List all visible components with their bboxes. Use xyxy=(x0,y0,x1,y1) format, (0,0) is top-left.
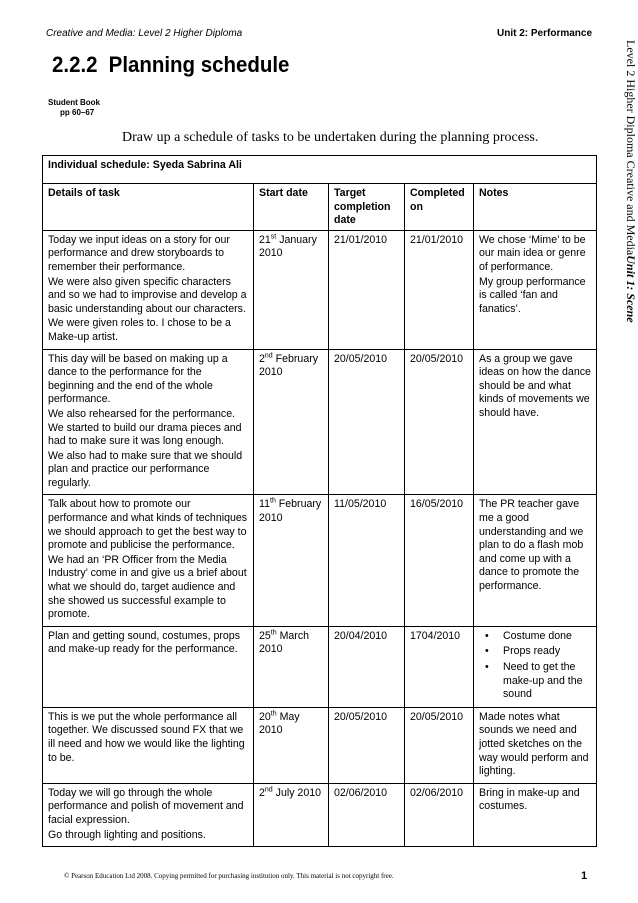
notes-cell xyxy=(474,707,597,783)
start-date-suffix: st xyxy=(270,233,277,241)
target-date-cell: 20/05/2010 xyxy=(329,707,405,783)
start-date-rest: May 2010 xyxy=(259,710,300,737)
table-row xyxy=(43,707,597,783)
start-date-suffix: nd xyxy=(264,786,273,794)
notes-paragraph: Made notes what sounds we need and jotted sketches on the way would perform and lighting. xyxy=(479,710,589,778)
start-date-cell xyxy=(254,230,329,349)
task-paragraph: We were given roles to. I chose to be a Make-up artist. xyxy=(48,317,231,343)
notes-paragraph: Bring in make-up and costumes. xyxy=(479,786,580,813)
side-banner xyxy=(623,40,638,323)
section-title: Planning schedule xyxy=(108,52,290,77)
notes-paragraph: As a group we gave ideas on how the dance should be and what kinds of movements we should have. xyxy=(479,352,591,419)
notes-cell xyxy=(474,349,597,495)
task-details-cell xyxy=(43,495,254,626)
start-date-suffix: th xyxy=(270,629,277,637)
individual-row xyxy=(43,156,597,184)
notes-cell xyxy=(474,495,597,626)
table-row xyxy=(43,783,597,846)
column-header-details: Details of task xyxy=(43,184,254,231)
task-paragraph: Today we will go through the whole performance and polish of movement and facial expression. xyxy=(48,786,244,826)
task-paragraph: Plan and getting sound, costumes, props and make-up ready for the performance. xyxy=(48,629,240,656)
start-date-rest: March 2010 xyxy=(259,629,310,656)
table-row xyxy=(43,349,597,495)
task-details-cell xyxy=(43,707,254,783)
start-date-day: 25 xyxy=(259,629,271,642)
notes-bullet-list xyxy=(479,630,592,702)
side-banner-text: Level 2 Higher Diploma Creative and Media xyxy=(624,40,638,256)
start-date-rest: January 2010 xyxy=(259,233,317,260)
notes-cell xyxy=(474,783,597,846)
student-book-pages: pp 60–67 xyxy=(60,108,95,117)
task-paragraph: We also rehearsed for the performance. We started to build our drama pieces and had to make sure it was long enough. xyxy=(48,407,242,448)
completed-date-cell: 1704/2010 xyxy=(405,626,474,707)
start-date-rest: July 2010 xyxy=(272,786,321,799)
header-course-title: Creative and Media: Level 2 Higher Diploma xyxy=(46,28,243,39)
target-date-cell: 20/04/2010 xyxy=(329,626,405,707)
schedule-table xyxy=(42,155,597,847)
task-paragraph: Today we input ideas on a story for our performance and drew storyboards to remember their performance. xyxy=(48,233,230,273)
header-row xyxy=(43,184,597,231)
column-header-start-date: Start date xyxy=(254,184,329,231)
individual-schedule-label: Individual schedule: Syeda Sabrina Ali xyxy=(43,156,597,184)
start-date-rest: February 2010 xyxy=(259,498,322,525)
column-header-target-date: Target completion date xyxy=(329,184,405,231)
task-details-cell xyxy=(43,783,254,846)
table-row xyxy=(43,230,597,349)
target-date-cell: 11/05/2010 xyxy=(329,495,405,626)
notes-bullet-item: • Costume done xyxy=(479,630,592,644)
student-book-label: Student Book xyxy=(48,98,100,107)
task-details-cell xyxy=(43,349,254,495)
task-details-cell xyxy=(43,626,254,707)
notes-paragraph: We chose ‘Mime’ to be our main idea or genre of performance. xyxy=(479,233,586,273)
notes-bullet-item: • Need to get the make-up and the sound xyxy=(479,661,592,702)
start-date-day: 2 xyxy=(259,786,265,799)
notes-paragraph: The PR teacher gave me a good understanding and we plan to do a flash mob and come up with a dance to promote the performance. xyxy=(479,498,584,593)
task-paragraph: We also had to make sure that we should plan and practice our performance regularly. xyxy=(48,449,243,489)
start-date-suffix: nd xyxy=(264,352,273,359)
start-date-day: 20 xyxy=(259,710,271,723)
student-book-reference xyxy=(48,98,100,118)
notes-bullet-item: • Props ready xyxy=(479,645,592,659)
table-row xyxy=(43,495,597,626)
start-date-cell xyxy=(254,626,329,707)
completed-date-cell: 20/05/2010 xyxy=(405,349,474,495)
column-header-notes: Notes xyxy=(474,184,597,231)
notes-paragraph: My group performance is called ‘fan and fanatics’. xyxy=(479,275,586,315)
table-row xyxy=(43,626,597,707)
start-date-suffix: th xyxy=(270,497,276,505)
start-date-day: 21 xyxy=(259,233,271,246)
task-paragraph: We were also given specific characters and so we had to improvise and develop a basic understanding about our characters. xyxy=(48,275,247,315)
target-date-cell: 02/06/2010 xyxy=(329,783,405,846)
footer-copyright: © Pearson Education Ltd 2008. Copying permitted for purchasing institution only. This material is not copyright free. xyxy=(64,872,394,880)
notes-cell xyxy=(474,626,597,707)
column-header-completed-on: Completed on xyxy=(405,184,474,231)
task-paragraph: We had an ‘PR Officer from the Media Industry’ come in and give us a brief about what we should do, target audience and she showed us successful example to promote. xyxy=(48,553,247,621)
completed-date-cell: 21/01/2010 xyxy=(405,230,474,349)
side-banner-emphasis: Unit 1: Scene xyxy=(624,255,638,323)
start-date-cell xyxy=(254,783,329,846)
start-date-day: 11 xyxy=(259,498,270,511)
completed-date-cell: 02/06/2010 xyxy=(405,783,474,846)
page-number: 1 xyxy=(581,870,588,882)
completed-date-cell: 20/05/2010 xyxy=(405,707,474,783)
target-date-cell: 21/01/2010 xyxy=(329,230,405,349)
instruction-text: Draw up a schedule of tasks to be undertaken during the planning process. xyxy=(122,130,539,145)
task-paragraph: This day will be based on making up a dance to the performance for the beginning and the end of the whole performance. xyxy=(48,352,228,406)
task-paragraph: Go through lighting and positions. xyxy=(48,828,206,841)
task-paragraph: This is we put the whole performance all together. We discussed sound FX that we ill need and how we would like the lighting to be. xyxy=(48,710,245,764)
start-date-cell xyxy=(254,707,329,783)
start-date-suffix: th xyxy=(270,710,277,718)
start-date-cell xyxy=(254,495,329,626)
notes-cell xyxy=(474,230,597,349)
start-date-day: 2 xyxy=(259,352,265,365)
completed-date-cell: 16/05/2010 xyxy=(405,495,474,626)
task-paragraph: Talk about how to promote our performance and what kinds of techniques we should approach to get the best way to promote and publicise the performance. xyxy=(48,498,248,552)
task-details-cell xyxy=(43,230,254,349)
section-number: 2.2.2 xyxy=(52,52,98,77)
start-date-rest: February 2010 xyxy=(259,352,319,379)
page-title xyxy=(52,52,289,78)
start-date-cell xyxy=(254,349,329,495)
target-date-cell: 20/05/2010 xyxy=(329,349,405,495)
header-unit-title: Unit 2: Performance xyxy=(497,28,593,39)
